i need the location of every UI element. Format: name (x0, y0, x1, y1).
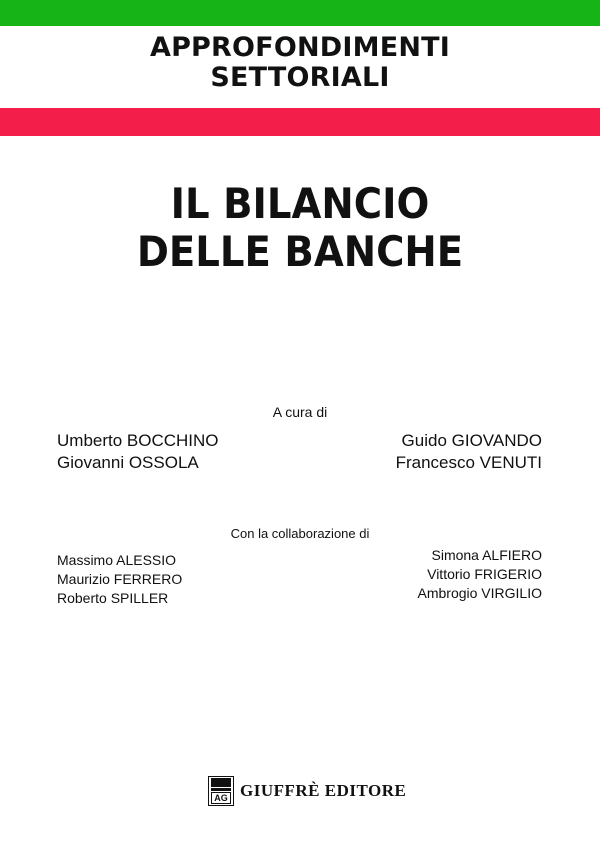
publisher (208, 776, 406, 806)
collaborator-name: Vittorio FRIGERIO (427, 566, 542, 582)
collaborator-name: Roberto SPILLER (57, 590, 169, 606)
book-title-line-2: DELLE BANCHE (136, 227, 464, 276)
editor-name: Francesco VENUTI (395, 453, 542, 472)
logo-mid-block (211, 788, 231, 791)
editor-name: Giovanni OSSOLA (57, 453, 199, 472)
editors-left-column (57, 430, 219, 474)
series-title-line-2: SETTORIALI (210, 62, 390, 93)
collaborators-label: Con la collaborazione di (230, 526, 370, 541)
book-title (24, 180, 576, 276)
collaborators-right-column (418, 546, 543, 603)
series-title-line-1: APPROFONDIMENTI (149, 32, 451, 63)
publisher-name: GIUFFRÈ EDITORE (240, 781, 407, 800)
top-color-band (0, 0, 600, 26)
editors-right-column (396, 430, 542, 474)
editor-name: Guido GIOVANDO (401, 431, 542, 450)
publisher-logo-icon (208, 776, 234, 806)
logo-top-block (211, 778, 231, 787)
editor-name: Umberto BOCCHINO (57, 431, 219, 450)
editors-label: A cura di (272, 404, 328, 420)
series-title (0, 33, 600, 93)
collaborator-name: Maurizio FERRERO (57, 571, 183, 587)
collaborators-left-column (57, 551, 182, 608)
logo-text: AG (211, 792, 231, 804)
collaborator-name: Massimo ALESSIO (57, 552, 177, 568)
collaborator-name: Simona ALFIERO (431, 547, 542, 563)
collaborator-name: Ambrogio VIRGILIO (417, 585, 542, 601)
bottom-color-band (0, 108, 600, 136)
book-title-line-1: IL BILANCIO (170, 179, 430, 228)
